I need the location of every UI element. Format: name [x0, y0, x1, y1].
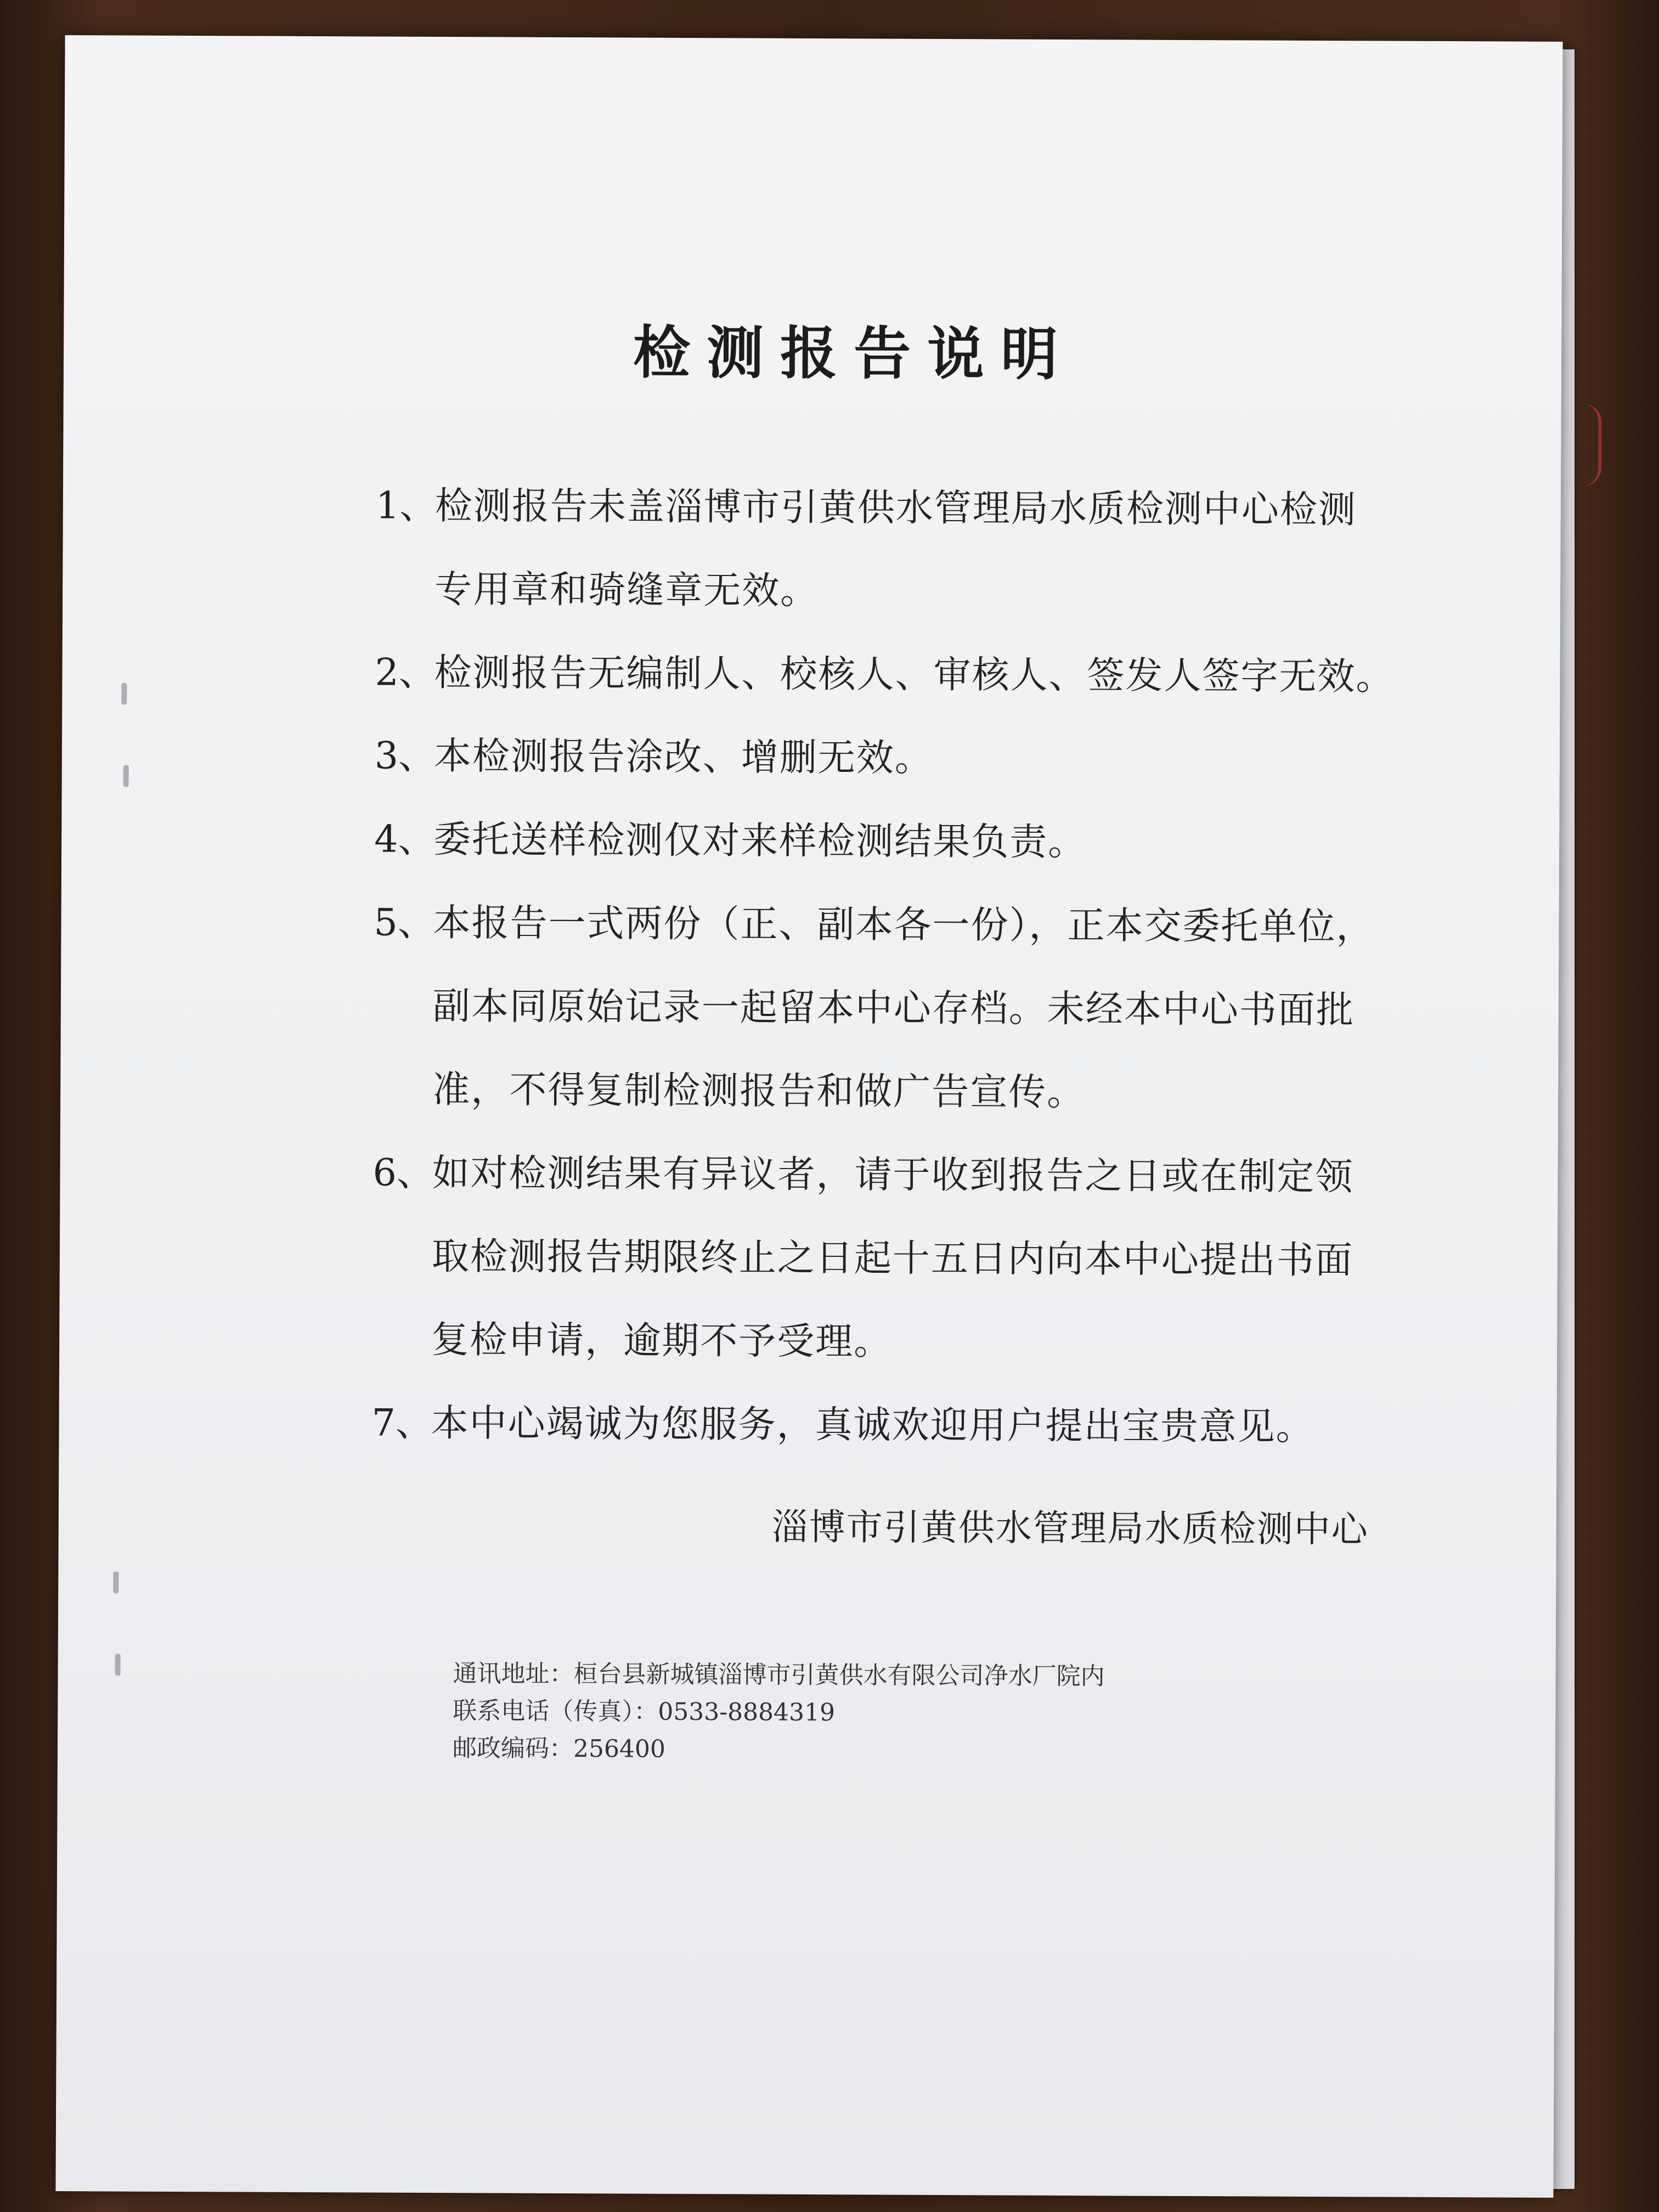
seal-edge-mark	[1583, 404, 1602, 486]
document-title: 检测报告说明	[633, 318, 1075, 388]
item-line: 本中心竭诚为您服务，真诚欢迎用户提出宝贵意见。	[431, 1401, 1314, 1449]
contact-phone: 联系电话（传真）：0533-8884319	[453, 1697, 836, 1727]
item-line: 复检申请，逾期不予受理。	[431, 1318, 893, 1364]
item-text	[433, 798, 1466, 886]
staple-hole	[113, 1571, 119, 1593]
item-line: 本检测报告涂改、增删无效。	[433, 735, 934, 780]
item-line: 检测报告未盖淄博市引黄供水管理局水质检测中心检测	[435, 484, 1357, 532]
item-number: 5、	[374, 901, 435, 945]
item-number: 7、	[371, 1401, 433, 1446]
item-number: 3、	[374, 734, 436, 778]
notice-item-7	[371, 1382, 1464, 1470]
item-text	[434, 631, 1467, 719]
notice-item-5	[373, 882, 1466, 1137]
notice-item-4	[374, 798, 1466, 887]
notice-item-1	[375, 465, 1468, 636]
item-text	[431, 1132, 1465, 1386]
staple-hole	[123, 765, 129, 787]
staple-hole	[115, 1654, 121, 1675]
issuing-organization: 淄博市引黄供水管理局水质检测中心	[771, 1505, 1369, 1551]
item-text	[431, 1382, 1464, 1470]
item-line: 准，不得复制检测报告和做广告宣传。	[432, 1068, 1086, 1115]
item-line: 专用章和骑缝章无效。	[435, 568, 819, 613]
item-number: 6、	[373, 1151, 434, 1195]
item-line: 如对检测结果有异议者，请于收到报告之日或在制定领	[432, 1152, 1354, 1199]
notice-item-3	[375, 715, 1467, 803]
contact-address: 通讯地址：桓台县新城镇淄博市引黄供水有限公司净水厂院内	[453, 1660, 1105, 1691]
item-line: 副本同原始记录一起留本中心存档。未经本中心书面批	[432, 985, 1355, 1032]
item-text	[432, 882, 1466, 1136]
notice-item-2	[375, 631, 1467, 720]
notice-list	[371, 465, 1468, 1470]
contact-block	[453, 1655, 1105, 1770]
contact-postal-code: 邮政编码：256400	[452, 1734, 666, 1763]
item-line: 检测报告无编制人、校核人、审核人、签发人签字无效。	[434, 651, 1395, 699]
item-number: 2、	[375, 651, 436, 695]
item-line: 取检测报告期限终止之日起十五日内向本中心提出书面	[431, 1235, 1354, 1283]
item-number: 1、	[375, 484, 437, 528]
document-sheet	[55, 35, 1562, 2198]
notice-item-6	[372, 1132, 1465, 1387]
item-text	[434, 715, 1467, 803]
staple-hole	[121, 683, 127, 705]
item-number: 4、	[374, 817, 436, 862]
item-text	[435, 465, 1468, 636]
item-line: 委托送样检测仅对来样检测结果负责。	[433, 818, 1087, 865]
item-line: 本报告一式两份（正、副本各一份），正本交委托单位，	[433, 901, 1375, 949]
